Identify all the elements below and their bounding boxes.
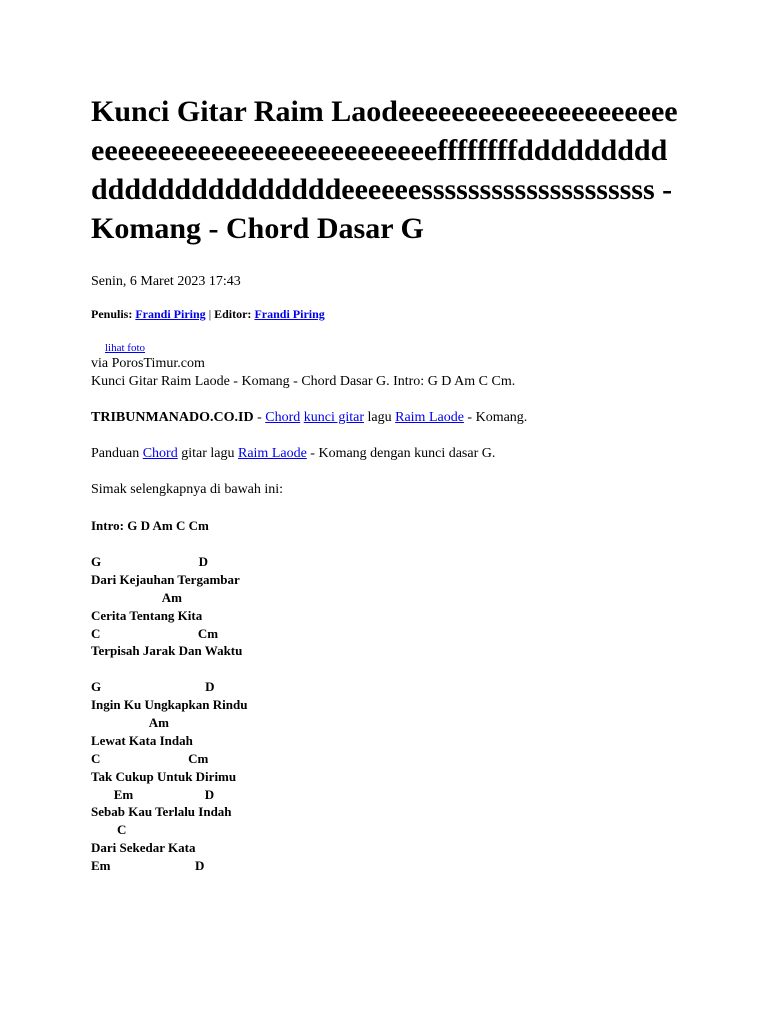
photo-source: via PorosTimur.com — [91, 356, 205, 371]
lyric-spacer — [91, 660, 691, 678]
lyric-line: Ingin Ku Ungkapkan Rindu — [91, 697, 248, 713]
photo-caption: Kunci Gitar Raim Laode - Komang - Chord Dasar G. Intro: G D Am C Cm. — [91, 374, 516, 389]
lyric-line: C Cm — [91, 750, 209, 766]
byline-separator: | — [208, 307, 212, 321]
penulis-link[interactable]: Frandi Piring — [135, 307, 206, 321]
chord-link-2[interactable]: Chord — [142, 446, 178, 461]
chord-lyrics-block — [91, 553, 691, 875]
lyric-line: G D — [91, 679, 215, 695]
para1-text-end: - Komang. — [463, 410, 528, 425]
lyric-line: Em D — [91, 858, 205, 874]
lyric-line: Am — [91, 589, 182, 605]
lyric-line: Dari Sekedar Kata — [91, 840, 196, 856]
penulis-label: Penulis: — [91, 307, 133, 321]
para1-text-lagu: lagu — [364, 410, 396, 425]
para2-text-mid: gitar lagu — [177, 446, 238, 461]
editor-link[interactable]: Frandi Piring — [254, 307, 325, 321]
lyric-line: Em D — [91, 786, 215, 802]
chord-link[interactable]: Chord — [265, 410, 301, 425]
lyric-line: G D — [91, 554, 208, 569]
para1-dash: - — [253, 410, 266, 425]
lyric-line: Sebab Kau Terlalu Indah — [91, 804, 232, 820]
paragraph-simak: Simak selengkapnya di bawah ini: — [91, 482, 284, 497]
raim-laode-link[interactable]: Raim Laode — [395, 410, 464, 425]
lyric-line: Cerita Tentang Kita — [91, 607, 203, 623]
lihat-foto-link[interactable]: lihat foto — [105, 342, 146, 354]
paragraph-panduan — [91, 445, 691, 463]
lyric-line: C — [91, 822, 127, 838]
publish-date: Senin, 6 Maret 2023 17:43 — [91, 274, 241, 289]
intro-chords: Intro: G D Am C Cm — [91, 518, 209, 533]
para2-text-end: - Komang dengan kunci dasar G. — [306, 446, 496, 461]
lyric-line: Terpisah Jarak Dan Waktu — [91, 643, 243, 659]
lyric-line: Lewat Kata Indah — [91, 732, 193, 748]
byline — [91, 307, 691, 322]
lyric-line: Dari Kejauhan Tergambar — [91, 571, 240, 587]
kunci-gitar-link[interactable]: kunci gitar — [303, 410, 364, 425]
lyric-line: C Cm — [91, 625, 219, 641]
lyric-line: Am — [91, 715, 169, 731]
paragraph-intro — [91, 409, 691, 427]
photo-link-wrap — [91, 342, 691, 355]
article-body — [91, 92, 691, 875]
source-label: TRIBUNMANADO.CO.ID — [91, 410, 254, 425]
article-title: Kunci Gitar Raim Laodeeeeeeeeeeeeeeeeeeeeeeeeeeeeeeeeeeeeeeeeeeeeeeeffffffffddddddddddddddddddddddddeeeeeessssssssssssssssssss - Komang - Chord Dasar G — [91, 95, 678, 245]
editor-label: Editor: — [214, 307, 252, 321]
lyric-line: Tak Cukup Untuk Dirimu — [91, 768, 237, 784]
raim-laode-link-2[interactable]: Raim Laode — [237, 446, 307, 461]
para2-text-start: Panduan — [91, 446, 143, 461]
